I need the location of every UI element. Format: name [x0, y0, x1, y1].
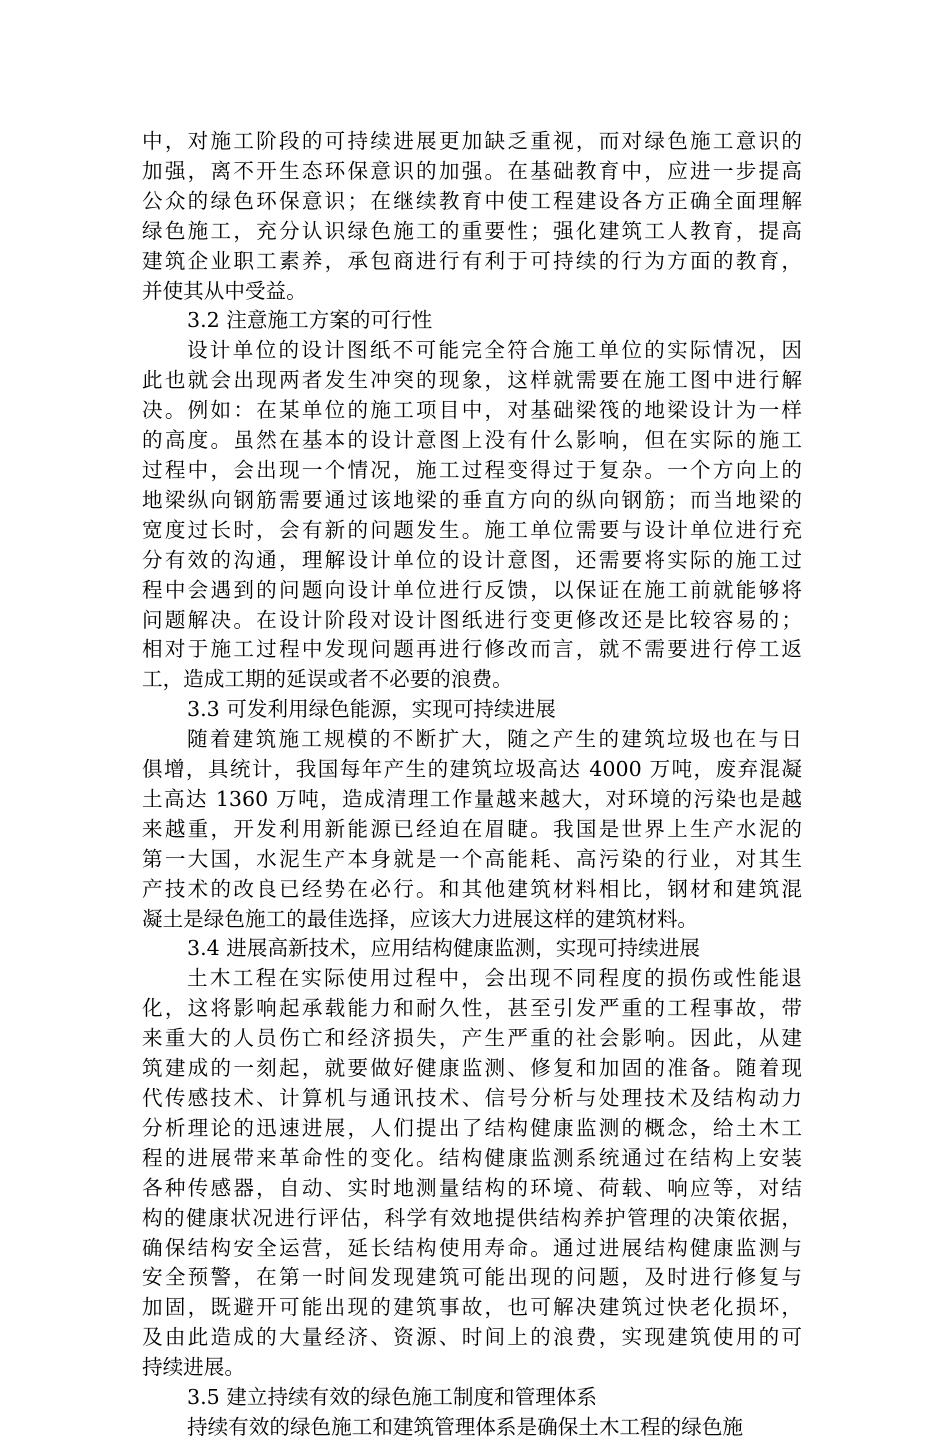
text-line: 分有效的沟通，理解设计单位的设计意图，还需要将实际的施工过: [142, 547, 802, 572]
text-line: 建筑企业职工素养，承包商进行有利于可持续的行为方面的教育，: [142, 248, 802, 273]
text-line: 随着建筑施工规模的不断扩大，随之产生的建筑垃圾也在与日: [187, 727, 802, 752]
text-line: 并使其从中受益。: [142, 278, 307, 303]
text-line: 来重大的人员伤亡和经济损失，产生严重的社会影响。因此，从建: [142, 1026, 802, 1051]
paragraph: [142, 127, 802, 306]
text-line: 工，造成工期的延误或者不必要的浪费。: [142, 667, 513, 692]
text-line: 的高度。虽然在基本的设计意图上没有什么影响，但在实际的施工: [142, 428, 802, 453]
text-line: 凝土是绿色施工的最佳选择，应该大力进展这样的建筑材料。: [142, 906, 699, 931]
text-line: 来越重，开发利用新能源已经迫在眉睫。我国是世界上生产水泥的: [142, 816, 802, 841]
text-line: 设计单位的设计图纸不可能完全符合施工单位的实际情况，因: [187, 338, 802, 363]
section-heading: 3.5 建立持续有效的绿色施工制度和管理体系: [187, 1385, 597, 1410]
paragraph: [142, 336, 802, 695]
paragraph: [142, 725, 802, 934]
paragraph: [142, 1413, 802, 1443]
text-line: 确保结构安全运营，延长结构使用寿命。通过进展结构健康监测与: [142, 1235, 802, 1260]
text-line: 各种传感器，自动、实时地测量结构的环境、荷载、响应等，对结: [142, 1175, 802, 1200]
text-line: 安全预警，在第一时间发现建筑可能出现的问题，及时进行修复与: [142, 1265, 802, 1290]
text-line: 决。例如：在某单位的施工项目中，对基础梁筏的地梁设计为一样: [142, 398, 802, 423]
paragraph: [142, 964, 802, 1383]
text-line: 程的进展带来革命性的变化。结构健康监测系统通过在结构上安装: [142, 1145, 802, 1170]
text-line: 化，这将影响起承载能力和耐久性，甚至引发严重的工程事故，带: [142, 996, 802, 1021]
text-line: 加强，离不开生态环保意识的加强。在基础教育中，应进一步提高: [142, 158, 802, 183]
text-line: 公众的绿色环保意识；在继续教育中使工程建设各方正确全面理解: [142, 188, 802, 213]
text-line: 土木工程在实际使用过程中，会出现不同程度的损伤或性能退: [187, 966, 802, 991]
text-line: 地梁纵向钢筋需要通过该地梁的垂直方向的纵向钢筋；而当地梁的: [142, 487, 802, 512]
text-line: 加固，既避开可能出现的建筑事故，也可解决建筑过快老化损坏，: [142, 1295, 802, 1320]
section-heading: 3.4 进展高新技术，应用结构健康监测，实现可持续进展: [187, 936, 700, 961]
text-line: 产技术的改良已经势在必行。和其他建筑材料相比，钢材和建筑混: [142, 876, 802, 901]
text-line: 第一大国，水泥生产本身就是一个高能耗、高污染的行业，对其生: [142, 846, 802, 871]
text-line: 分析理论的迅速进展，人们提出了结构健康监测的概念，给土木工: [142, 1115, 802, 1140]
text-line: 此也就会出现两者发生冲突的现象，这样就需要在施工图中进行解: [142, 368, 802, 393]
text-line: 代传感技术、计算机与通讯技术、信号分析与处理技术及结构动力: [142, 1086, 802, 1110]
section-heading: 3.3 可发利用绿色能源，实现可持续进展: [187, 697, 556, 722]
text-line: 宽度过长时，会有新的问题发生。施工单位需要与设计单位进行充: [142, 517, 802, 542]
text-line: 筑建成的一刻起，就要做好健康监测、修复和加固的准备。随着现: [142, 1056, 802, 1081]
document-page: [142, 127, 802, 1443]
text-line: 持续有效的绿色施工和建筑管理体系是确保土木工程的绿色施: [187, 1414, 744, 1439]
text-line: 持续进展。: [142, 1355, 245, 1380]
text-line: 俱增，具统计，我国每年产生的建筑垃圾高达 4000 万吨，废弃混凝: [142, 757, 802, 782]
text-line: 相对于施工过程中发现问题再进行修改而言，就不需要进行停工返: [142, 637, 802, 662]
text-line: 构的健康状况进行评估，科学有效地提供结构养护管理的决策依据，: [142, 1205, 802, 1230]
text-line: 中，对施工阶段的可持续进展更加缺乏重视，而对绿色施工意识的: [142, 129, 802, 153]
text-line: 及由此造成的大量经济、资源、时间上的浪费，实现建筑使用的可: [142, 1325, 802, 1350]
text-line: 土高达 1360 万吨，造成清理工作量越来越大，对环境的污染也是越: [142, 786, 802, 811]
text-line: 程中会遇到的问题向设计单位进行反馈，以保证在施工前就能够将: [142, 577, 802, 602]
text-line: 问题解决。在设计阶段对设计图纸进行变更修改还是比较容易的；: [142, 607, 802, 632]
section-heading: 3.2 注意施工方案的可行性: [187, 308, 433, 333]
text-line: 绿色施工，充分认识绿色施工的重要性；强化建筑工人教育，提高: [142, 218, 802, 243]
text-line: 过程中，会出现一个情况，施工过程变得过于复杂。一个方向上的: [142, 457, 802, 482]
